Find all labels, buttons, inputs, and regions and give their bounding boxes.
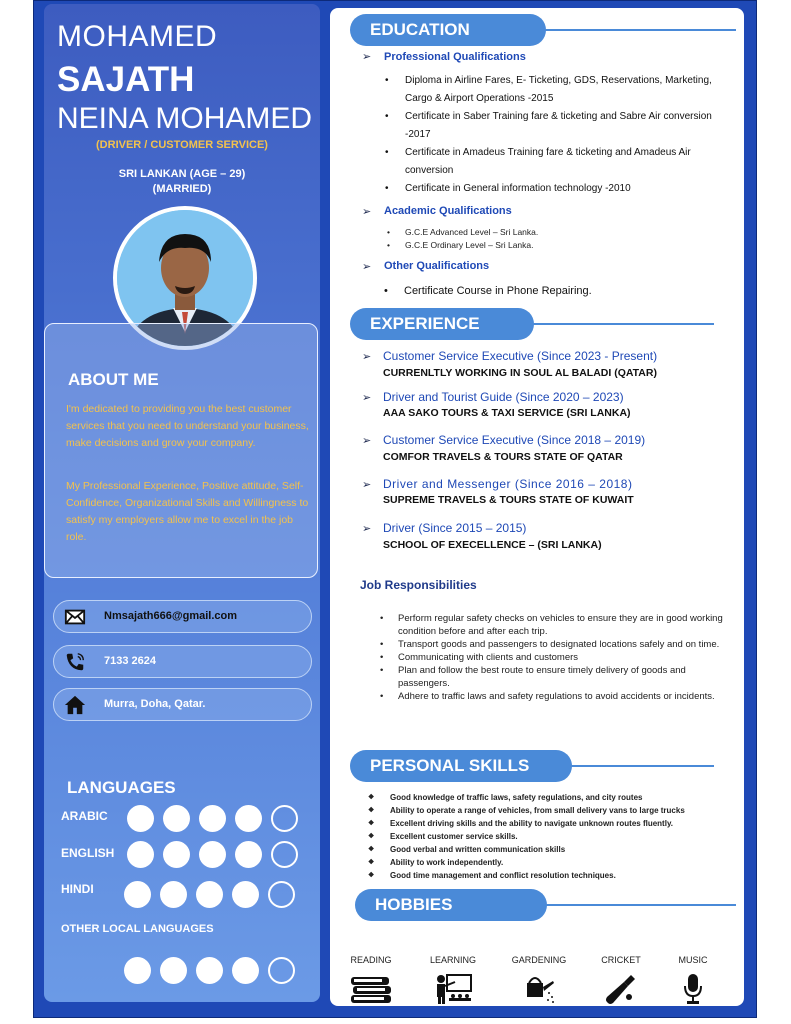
rating-dot-filled: [163, 841, 190, 868]
hobby-label: LEARNING: [429, 955, 476, 965]
list-item: • Certificate in General information technology -2010: [383, 180, 733, 198]
arrow-bullet-icon: ➢: [362, 351, 372, 363]
academic-qualifications-title: Academic Qualifications: [384, 205, 512, 217]
hobby-label: MUSIC: [678, 955, 708, 965]
education-heading: EDUCATION: [350, 14, 546, 46]
home-icon: [64, 694, 86, 716]
cricket-bat-icon: [601, 973, 641, 1005]
language-rating: [124, 957, 295, 984]
list-item: • Certificate in Amadeus Training fare & ticketing and Amadeus Air conversion: [383, 144, 733, 180]
personal-info: [44, 167, 320, 197]
experience-company: SCHOOL OF EXECELLENCE – (SRI LANKA): [383, 539, 602, 551]
address-text: Murra, Doha, Qatar.: [104, 698, 206, 710]
rating-dot-filled: [235, 805, 262, 832]
section-divider: [540, 29, 736, 31]
middle-name: SAJATH: [57, 60, 195, 99]
envelope-icon: [64, 606, 86, 628]
about-title: ABOUT ME: [68, 370, 159, 389]
phone-text: 7133 2624: [104, 655, 156, 667]
list-item: • G.C.E Ordinary Level – Sri Lanka.: [385, 239, 538, 252]
section-divider: [566, 765, 714, 767]
hobby-cricket: [586, 955, 656, 1005]
first-name: MOHAMED: [57, 20, 218, 53]
job-role: (DRIVER / CUSTOMER SERVICE): [96, 139, 268, 151]
list-item: • Adhere to traffic laws and safety regulations to avoid accidents or incidents.: [378, 690, 733, 703]
hobby-learning: [418, 955, 488, 1005]
hobby-reading: [336, 955, 406, 1005]
rating-dot-filled: [127, 841, 154, 868]
hobby-label: GARDENING: [511, 955, 567, 965]
rating-dot-filled: [127, 805, 154, 832]
arrow-bullet-icon: ➢: [362, 523, 372, 535]
address-contact: [53, 688, 312, 721]
rating-dot-filled: [199, 805, 226, 832]
experience-role: Driver and Tourist Guide (Since 2020 – 2023): [383, 390, 624, 404]
other-qualifications-title: Other Qualifications: [384, 260, 490, 272]
rating-dot-filled: [196, 881, 223, 908]
rating-dot-filled: [232, 881, 259, 908]
rating-dot-filled: [160, 957, 187, 984]
language-rating: [127, 841, 298, 868]
rating-dot-filled: [124, 957, 151, 984]
list-item: ❖ Ability to operate a range of vehicles, from small delivery vans to large trucks: [368, 804, 685, 817]
job-responsibilities-title: Job Responsibilities: [360, 578, 477, 592]
about-paragraph-1: I'm dedicated to providing you the best customer services that you need to understand your business, make decisions and grow your company.: [66, 403, 309, 449]
language-name: OTHER LOCAL LANGUAGES: [61, 923, 214, 935]
microphone-icon: [678, 973, 708, 1005]
rating-dot-empty: [268, 881, 295, 908]
rating-dot-filled: [196, 957, 223, 984]
other-list: [382, 282, 592, 300]
rating-dot-empty: [268, 957, 295, 984]
phone-contact: [53, 645, 312, 678]
section-divider: [528, 323, 714, 325]
language-rating: [127, 805, 298, 832]
marital-status: (MARRIED): [152, 183, 212, 195]
list-item: ❖ Excellent customer service skills.: [368, 830, 685, 843]
list-item: • Certificate Course in Phone Repairing.: [382, 282, 592, 300]
section-divider: [540, 904, 736, 906]
list-item: • Communicating with clients and customers: [378, 651, 733, 664]
language-rating: [124, 881, 295, 908]
rating-dot-filled: [232, 957, 259, 984]
language-name: ARABIC: [61, 809, 108, 823]
rating-dot-filled: [199, 841, 226, 868]
experience-role: Customer Service Executive (Since 2018 – 2019): [383, 433, 646, 447]
list-item: • Certificate in Saber Training fare & ticketing and Sabre Air conversion -2017: [383, 108, 733, 144]
arrow-bullet-icon: ➢: [362, 261, 372, 273]
list-item: ❖ Good verbal and written communication skills: [368, 843, 685, 856]
language-name: ENGLISH: [61, 846, 115, 860]
experience-role: Customer Service Executive (Since 2023 - Present): [383, 349, 658, 363]
professional-qualifications-title: Professional Qualifications: [384, 51, 526, 63]
experience-company: AAA SAKO TOURS & TAXI SERVICE (SRI LANKA): [383, 407, 631, 419]
arrow-bullet-icon: ➢: [362, 206, 372, 218]
list-item: ❖ Excellent driving skills and the ability to navigate unknown routes fluently.: [368, 817, 685, 830]
list-item: • Transport goods and passengers to designated locations safely and on time.: [378, 638, 733, 651]
language-name: HINDI: [61, 882, 94, 896]
responsibilities-list: [378, 612, 733, 703]
about-paragraph-2: My Professional Experience, Positive attitude, Self-Confidence, Organizational Skills and Willingness to satisfy my employers allow me to excel in the job role.: [66, 480, 309, 543]
email-contact: [53, 600, 312, 633]
rating-dot-filled: [163, 805, 190, 832]
rating-dot-filled: [235, 841, 262, 868]
hobby-label: CRICKET: [601, 955, 641, 965]
list-item: • Perform regular safety checks on vehicles to ensure they are in good working condition before and after each trip.: [378, 612, 733, 638]
rating-dot-filled: [160, 881, 187, 908]
hobbies-heading: HOBBIES: [355, 889, 547, 921]
list-item: • Diploma in Airline Fares, E- Ticketing, GDS, Reservations, Marketing, Cargo & Airport Operations -2015: [383, 72, 733, 108]
hobby-label: READING: [350, 955, 392, 965]
list-item: ❖ Ability to work independently.: [368, 856, 685, 869]
hobby-music: [658, 955, 728, 1005]
experience-company: SUPREME TRAVELS & TOURS STATE OF KUWAIT: [383, 494, 634, 506]
rating-dot-empty: [271, 841, 298, 868]
list-item: ❖ Good knowledge of traffic laws, safety regulations, and city routes: [368, 791, 685, 804]
list-item: ❖ Good time management and conflict resolution techniques.: [368, 869, 685, 882]
teacher-icon: [433, 973, 473, 1005]
list-item: • G.C.E Advanced Level – Sri Lanka.: [385, 226, 538, 239]
arrow-bullet-icon: ➢: [362, 479, 372, 491]
experience-role: Driver and Messenger (Since 2016 – 2018): [383, 477, 633, 491]
skills-list: [368, 791, 685, 882]
watering-can-icon: [519, 973, 559, 1005]
last-name: NEINA MOHAMED: [57, 102, 313, 135]
experience-company: CURRENLTLY WORKING IN SOUL AL BALADI (QATAR): [383, 367, 657, 379]
professional-list: [383, 72, 733, 198]
books-icon: [348, 973, 394, 1005]
arrow-bullet-icon: ➢: [362, 51, 372, 63]
languages-title: LANGUAGES: [67, 778, 176, 797]
hobby-gardening: [504, 955, 574, 1005]
experience-heading: EXPERIENCE: [350, 308, 534, 340]
personal-skills-heading: PERSONAL SKILLS: [350, 750, 572, 782]
experience-role: Driver (Since 2015 – 2015): [383, 521, 527, 535]
rating-dot-filled: [124, 881, 151, 908]
rating-dot-empty: [271, 805, 298, 832]
email-text: Nmsajath666@gmail.com: [104, 610, 237, 622]
arrow-bullet-icon: ➢: [362, 435, 372, 447]
academic-list: [385, 226, 538, 252]
list-item: • Plan and follow the best route to ensure timely delivery of goods and passengers.: [378, 664, 733, 690]
experience-company: COMFOR TRAVELS & TOURS STATE OF QATAR: [383, 451, 623, 463]
nationality: SRI LANKAN (AGE – 29): [118, 168, 246, 180]
phone-icon: [64, 651, 86, 673]
arrow-bullet-icon: ➢: [362, 392, 372, 404]
